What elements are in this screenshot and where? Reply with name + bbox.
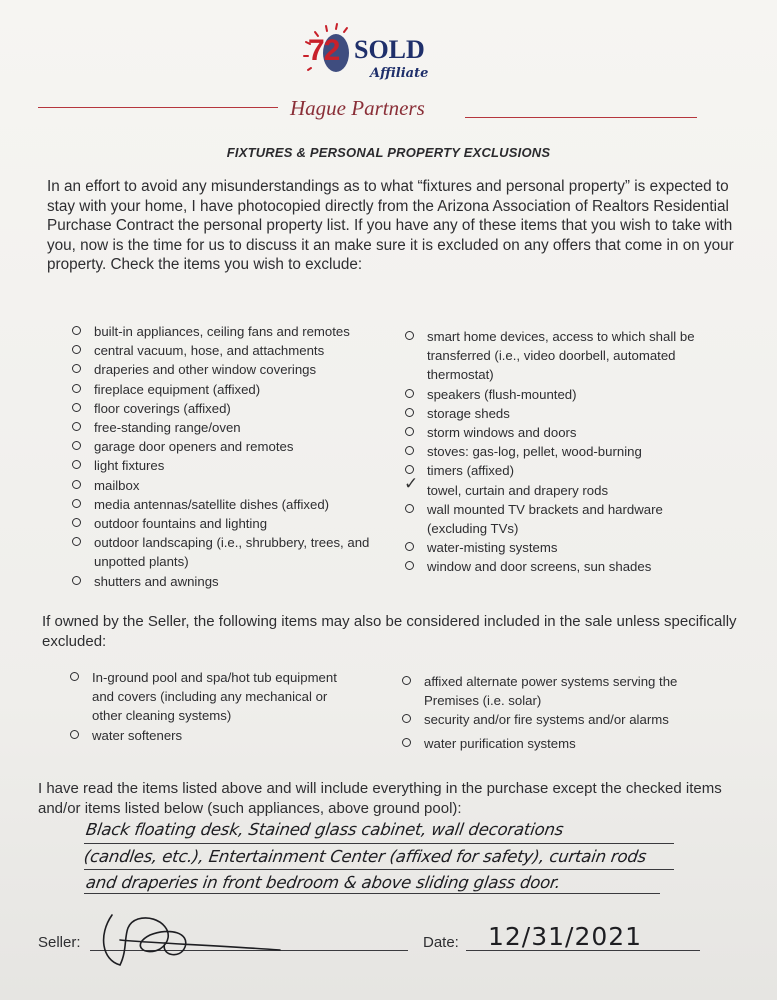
checklist-item-label: outdoor fountains and lighting [94, 516, 268, 532]
write-line [84, 869, 674, 870]
handwritten-line-3: and draperies in front bedroom & above sliding glass door. [84, 873, 562, 892]
checkbox-circle-icon[interactable] [72, 460, 81, 469]
checkbox-circle-icon[interactable] [72, 518, 81, 527]
checklist-item[interactable] [72, 341, 372, 360]
header-rule-left [38, 107, 278, 108]
write-line [84, 893, 660, 894]
checklist-item-label: In-ground pool and spa/hot tub equipment and covers (including any mechanical or other cleaning systems) [92, 670, 337, 724]
logo-tagline: Affiliate [370, 66, 429, 81]
checklist-item-label: central vacuum, hose, and attachments [94, 343, 325, 359]
checklist-item[interactable] [405, 538, 715, 557]
exclusion-list-left [72, 322, 372, 591]
checklist-item-label: storm windows and doors [427, 425, 577, 441]
checkbox-circle-icon[interactable] [405, 542, 414, 551]
checklist-item[interactable] [405, 385, 715, 404]
checklist-item-label: light fixtures [94, 458, 165, 474]
checkbox-circle-icon[interactable] [72, 384, 81, 393]
checkbox-circle-icon[interactable] [402, 714, 411, 723]
seller-signature [90, 905, 290, 975]
checklist-item-label: water purification systems [424, 735, 576, 751]
date-value: 12/31/2021 [488, 922, 643, 951]
checklist-item-label: draperies and other window coverings [94, 362, 317, 378]
checkbox-circle-icon[interactable] [405, 331, 414, 340]
checklist-item-label: smart home devices, access to which shall be transferred (i.e., video doorbell, automated thermostat) [427, 329, 695, 383]
checkbox-circle-icon[interactable] [72, 441, 81, 450]
exclusion-list-right [405, 327, 715, 577]
handwritten-line-1: Black floating desk, Stained glass cabinet, wall decorations [84, 820, 565, 839]
checkbox-circle-icon[interactable] [405, 504, 414, 513]
checklist-item-label: affixed alternate power systems serving the Premises (i.e. solar) [424, 674, 678, 709]
page-title: FIXTURES & PERSONAL PROPERTY EXCLUSIONS [226, 145, 551, 160]
checklist-item[interactable] [72, 514, 372, 533]
checkbox-circle-icon[interactable] [72, 499, 81, 508]
checklist-item[interactable] [402, 672, 712, 710]
write-line [84, 843, 674, 844]
checkbox-circle-icon[interactable] [72, 326, 81, 335]
acknowledgement-paragraph: I have read the items listed above and will include everything in the purchase except the checked items and/or items listed below (such appliances, above ground pool): [38, 780, 722, 817]
checklist-item[interactable] [72, 399, 372, 418]
logo-number: 72 [308, 34, 340, 67]
checklist-item-label: fireplace equipment (affixed) [94, 381, 261, 397]
checklist-item-label: free-standing range/oven [94, 420, 241, 436]
checklist-item[interactable] [72, 476, 372, 495]
checklist-item-label: stoves: gas-log, pellet, wood-burning [427, 444, 642, 460]
company-logo [296, 20, 446, 90]
checkbox-circle-icon[interactable] [72, 364, 81, 373]
checklist-item-label: media antennas/satellite dishes (affixed) [94, 496, 330, 512]
checklist-item-label: security and/or fire systems and/or alarms [424, 712, 669, 728]
checklist-item[interactable] [70, 726, 350, 745]
checklist-item[interactable] [405, 442, 715, 461]
checklist-item-label: timers (affixed) [427, 463, 514, 479]
checklist-item-label: garage door openers and remotes [94, 439, 294, 455]
checkbox-circle-icon[interactable] [72, 403, 81, 412]
checkbox-circle-icon[interactable] [70, 730, 79, 739]
checklist-item[interactable] [72, 495, 372, 514]
checklist-item-label: water-misting systems [427, 540, 558, 556]
checkbox-circle-icon[interactable] [402, 738, 411, 747]
checklist-item[interactable] [72, 533, 372, 571]
checkbox-circle-icon[interactable] [405, 427, 414, 436]
checkbox-circle-icon[interactable] [72, 422, 81, 431]
checkbox-circle-icon[interactable] [72, 576, 81, 585]
checklist-item[interactable] [405, 557, 715, 576]
checklist-item-label: shutters and awnings [94, 573, 219, 589]
checklist-item[interactable] [405, 461, 715, 480]
checklist-item[interactable] [405, 423, 715, 442]
checklist-item-label: water softeners [92, 727, 183, 743]
checklist-item[interactable] [72, 456, 372, 475]
checklist-item-label: built-in appliances, ceiling fans and remotes [94, 324, 350, 339]
checkbox-circle-icon[interactable] [72, 480, 81, 489]
intro-paragraph: In an effort to avoid any misunderstandings as to what “fixtures and personal property” is expected to stay with your home, I have photocopied directly from the Arizona Association of Realtors Residential Purchase Contract the personal property list. If you have any of these items that you wish to take with you, now is the time for us to discuss it an make sure it is excluded on any offers that come in on your property. Check the items you wish to exclude: [47, 178, 734, 273]
checklist-item-label: speakers (flush-mounted) [427, 386, 577, 402]
checked-checkbox-icon[interactable]: ✓ [404, 473, 419, 494]
seller-owned-list-left [70, 668, 350, 745]
header-rule-right [465, 117, 697, 118]
checklist-item[interactable] [72, 322, 372, 341]
checkbox-circle-icon[interactable] [72, 345, 81, 354]
checklist-item-label: storage sheds [427, 405, 510, 421]
seller-owned-paragraph: If owned by the Seller, the following items may also be considered included in the sale unless specifically excluded: [42, 613, 737, 650]
checklist-item-label: floor coverings (affixed) [94, 400, 231, 416]
logo-word: SOLD [354, 35, 425, 64]
checklist-item-label: wall mounted TV brackets and hardware (excluding TVs) [427, 501, 663, 537]
partner-name: Hague Partners [290, 96, 425, 120]
seller-owned-list-right [402, 672, 712, 753]
checkbox-circle-icon[interactable] [405, 408, 414, 417]
checklist-item[interactable] [402, 710, 712, 729]
checkbox-circle-icon[interactable] [402, 676, 411, 685]
checkbox-circle-icon[interactable] [70, 672, 79, 681]
checklist-item[interactable] [72, 572, 372, 591]
checklist-item-label: mailbox [94, 477, 140, 493]
seller-label: Seller: [38, 934, 81, 951]
checklist-item[interactable] [72, 437, 372, 456]
checklist-item[interactable] [72, 380, 372, 399]
checkbox-circle-icon[interactable] [72, 537, 81, 546]
checklist-item[interactable] [72, 360, 372, 379]
checklist-item[interactable] [404, 473, 715, 500]
checklist-item[interactable] [405, 500, 715, 538]
checklist-item[interactable] [405, 327, 715, 385]
checklist-item[interactable] [405, 404, 715, 423]
checklist-item-label: window and door screens, sun shades [427, 559, 652, 575]
checkbox-circle-icon[interactable] [405, 446, 414, 455]
checklist-item-label: outdoor landscaping (i.e., shrubbery, trees, and unpotted plants) [94, 535, 370, 570]
checklist-item-label: towel, curtain and drapery rods [427, 482, 609, 498]
checklist-item[interactable] [402, 734, 712, 753]
checkbox-circle-icon[interactable] [405, 561, 414, 570]
date-label: Date: [423, 934, 459, 951]
handwritten-line-2: (candles, etc.), Entertainment Center (affixed for safety), curtain rods [82, 847, 648, 866]
checklist-item[interactable] [70, 668, 350, 726]
checklist-item[interactable] [72, 418, 372, 437]
checkbox-circle-icon[interactable] [405, 389, 414, 398]
